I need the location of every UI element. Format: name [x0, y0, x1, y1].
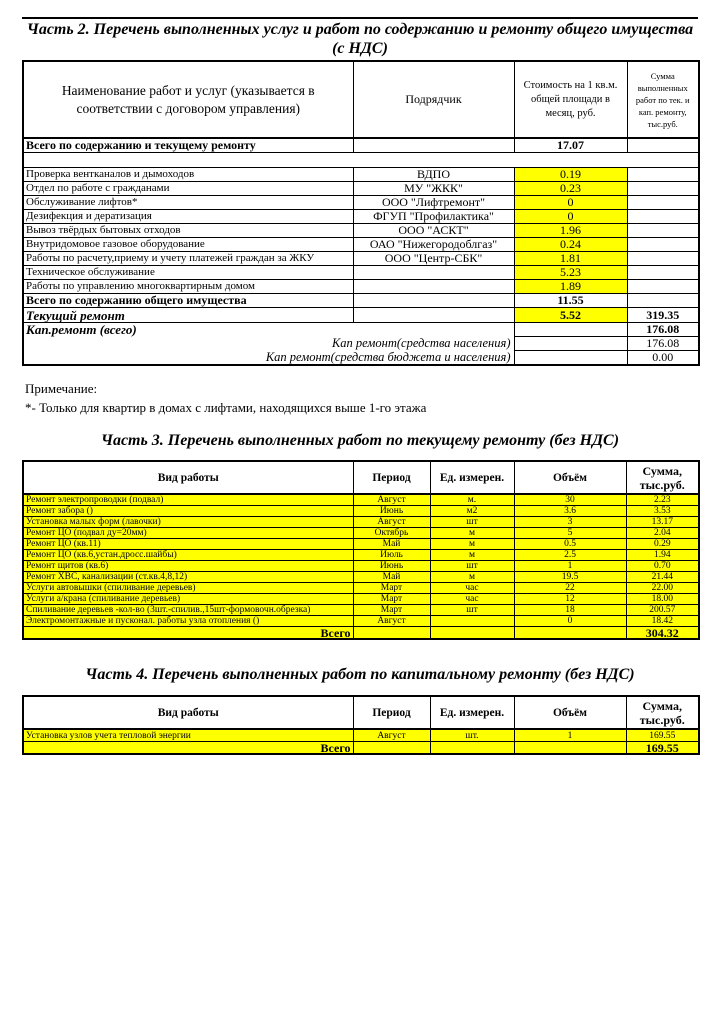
service-name: Дезифекция и дератизация: [23, 210, 353, 224]
header-volume: Объём: [514, 461, 626, 494]
service-name: Вывоз твёрдых бытовых отходов: [23, 224, 353, 238]
work-volume: 3: [514, 517, 626, 528]
part4-total-period: [353, 742, 430, 755]
work-sum: 0.29: [626, 539, 699, 550]
service-name: Работы по управлению многоквартирным домом: [23, 280, 353, 294]
current-repair-contractor: [353, 308, 514, 323]
part4-total-unit: [430, 742, 514, 755]
work-period: Май: [353, 539, 430, 550]
table-row: [23, 238, 699, 252]
table-row: [23, 196, 699, 210]
service-cost: 0.23: [514, 182, 627, 196]
capital-repair-row: [23, 323, 699, 337]
part3-total-unit: [430, 627, 514, 640]
work-unit: м: [430, 572, 514, 583]
work-name: Ремонт щитов (кв.6): [23, 561, 353, 572]
part2-title-line1: Часть 2. Перечень выполненных услуг и работ по содержанию и ремонту общего имущества: [26, 21, 694, 38]
part4-title: Часть 4. Перечень выполненных работ по капитальному ремонту (без НДС): [85, 666, 635, 683]
service-contractor: ФГУП "Профилактика": [353, 210, 514, 224]
table-row: [23, 266, 699, 280]
header-work: Вид работы: [23, 461, 353, 494]
part3-header-row: [23, 461, 699, 494]
work-period: Август: [353, 729, 430, 742]
part3-title: Часть 3. Перечень выполненных работ по текущему ремонту (без НДС): [100, 432, 620, 449]
work-period: Март: [353, 583, 430, 594]
part4-capital-repair-table: [22, 695, 700, 755]
service-cost: 1.96: [514, 224, 627, 238]
note-text: *- Только для квартир в домах с лифтами, находящихся выше 1-го этажа: [25, 400, 427, 415]
work-name: Спиливание деревьев -кол-во (3шт.-спилив.,15шт-формовочн.обрезка): [23, 605, 353, 616]
service-cost: 1.89: [514, 280, 627, 294]
service-name: Отдел по работе с гражданами: [23, 182, 353, 196]
maintenance-total-row: [23, 294, 699, 308]
work-period: Август: [353, 616, 430, 627]
grand-total-cost: 17.07: [514, 138, 627, 153]
header-sum: Сумма, тыс.руб.: [626, 696, 699, 729]
part2-title: [22, 20, 698, 58]
work-sum: 0.70: [626, 561, 699, 572]
work-unit: м2: [430, 506, 514, 517]
work-unit: м: [430, 528, 514, 539]
service-name: Обслуживание лифтов*: [23, 196, 353, 210]
table-row: [23, 539, 699, 550]
work-volume: 12: [514, 594, 626, 605]
service-cost: 0: [514, 196, 627, 210]
header-contractor: Подрядчик: [353, 61, 514, 138]
service-cost: 0: [514, 210, 627, 224]
work-period: Август: [353, 494, 430, 506]
table-row: [23, 583, 699, 594]
part3-total-volume: [514, 627, 626, 640]
work-volume: 0.5: [514, 539, 626, 550]
service-sum: [627, 224, 699, 238]
work-sum: 13.17: [626, 517, 699, 528]
work-unit: м: [430, 539, 514, 550]
table-row: [23, 494, 699, 506]
work-volume: 1: [514, 561, 626, 572]
table-row: [23, 168, 699, 182]
service-name: Внутридомовое газовое оборудование: [23, 238, 353, 252]
maintenance-total-cost: 11.55: [514, 294, 627, 308]
current-repair-cost: 5.52: [514, 308, 627, 323]
work-unit: м.: [430, 494, 514, 506]
service-sum: [627, 238, 699, 252]
capital-repair-sub-sum: 0.00: [627, 351, 699, 366]
service-contractor: ООО "Центр-СБК": [353, 252, 514, 266]
table-row: [23, 517, 699, 528]
part2-header-row: [23, 61, 699, 138]
service-sum: [627, 266, 699, 280]
work-sum: 200.57: [626, 605, 699, 616]
work-name: Ремонт ЦО (кв.6,устан.дросс.шайбы): [23, 550, 353, 561]
work-unit: час: [430, 583, 514, 594]
work-name: Ремонт забора (): [23, 506, 353, 517]
work-sum: 2.23: [626, 494, 699, 506]
work-unit: шт: [430, 605, 514, 616]
capital-repair-sub-row: [23, 351, 699, 366]
service-sum: [627, 280, 699, 294]
header-sum: Сумма, тыс.руб.: [626, 461, 699, 494]
maintenance-total-contractor: [353, 294, 514, 308]
capital-repair-sub-label: Кап ремонт(средства населения): [23, 337, 514, 351]
part4-total-volume: [514, 742, 626, 755]
work-volume: 0: [514, 616, 626, 627]
table-row: [23, 729, 699, 742]
work-name: Установка узлов учета тепловой энергии: [23, 729, 353, 742]
service-sum: [627, 252, 699, 266]
capital-repair-label: Кап.ремонт (всего): [23, 323, 514, 337]
header-unit: Ед. измерен.: [430, 696, 514, 729]
capital-repair-sub-row: [23, 337, 699, 351]
part4-total-label: Всего: [23, 742, 353, 755]
note-title: Примечание:: [25, 381, 98, 396]
header-period: Период: [353, 461, 430, 494]
work-volume: 18: [514, 605, 626, 616]
capital-repair-sub-cost: [514, 337, 627, 351]
table-row: [23, 280, 699, 294]
service-sum: [627, 196, 699, 210]
work-period: Октябрь: [353, 528, 430, 539]
table-row: [23, 616, 699, 627]
maintenance-total-sum: [627, 294, 699, 308]
table-row: [23, 182, 699, 196]
service-contractor: ОАО "Нижегородоблгаз": [353, 238, 514, 252]
current-repair-row: [23, 308, 699, 323]
table-row: [23, 210, 699, 224]
service-sum: [627, 182, 699, 196]
table-row: [23, 561, 699, 572]
work-volume: 5: [514, 528, 626, 539]
work-name: Электромонтажные и пусконал. работы узла отопления (): [23, 616, 353, 627]
service-name: Работы по расчету,приему и учету платежей граждан за ЖКУ: [23, 252, 353, 266]
service-name: Проверка вентканалов и дымоходов: [23, 168, 353, 182]
work-volume: 19.5: [514, 572, 626, 583]
header-name: Наименование работ и услуг (указывается в соответствии с договором управления): [23, 61, 353, 138]
table-row: [23, 550, 699, 561]
part3-total-sum: 304.32: [626, 627, 699, 640]
current-repair-label: Текущий ремонт: [23, 308, 353, 323]
work-name: Ремонт ЦО (кв.11): [23, 539, 353, 550]
maintenance-total-label: Всего по содержанию общего имущества: [23, 294, 353, 308]
work-period: Июль: [353, 550, 430, 561]
service-sum: [627, 210, 699, 224]
work-period: Август: [353, 517, 430, 528]
service-cost: 0.19: [514, 168, 627, 182]
part4-header-row: [23, 696, 699, 729]
part3-total-label: Всего: [23, 627, 353, 640]
work-period: Июнь: [353, 506, 430, 517]
service-cost: 0.24: [514, 238, 627, 252]
work-volume: 1: [514, 729, 626, 742]
part4-total-row: [23, 742, 699, 755]
spacer-row: [23, 153, 699, 168]
work-unit: час: [430, 594, 514, 605]
service-sum: [627, 168, 699, 182]
service-contractor: ООО "АСКТ": [353, 224, 514, 238]
service-name: Техническое обслуживание: [23, 266, 353, 280]
work-period: Март: [353, 594, 430, 605]
capital-repair-sum: 176.08: [627, 323, 699, 337]
work-unit: шт: [430, 561, 514, 572]
header-sum: Сумма выполненных работ по тек. и кап. ремонту, тыс.руб.: [627, 61, 699, 138]
work-sum: 169.55: [626, 729, 699, 742]
header-unit: Ед. измерен.: [430, 461, 514, 494]
work-sum: 22.00: [626, 583, 699, 594]
service-contractor: [353, 266, 514, 280]
work-volume: 3.6: [514, 506, 626, 517]
work-name: Установка малых форм (лавочки): [23, 517, 353, 528]
table-row: [23, 224, 699, 238]
work-name: Услуги автовышки (спиливание деревьев): [23, 583, 353, 594]
work-unit: шт.: [430, 729, 514, 742]
table-row: [23, 594, 699, 605]
part3-total-row: [23, 627, 699, 640]
header-work: Вид работы: [23, 696, 353, 729]
work-sum: 21.44: [626, 572, 699, 583]
header-period: Период: [353, 696, 430, 729]
table-row: [23, 506, 699, 517]
service-contractor: [353, 280, 514, 294]
part3-current-repair-table: [22, 460, 700, 640]
table-row: [23, 252, 699, 266]
work-name: Услуги а/крана (спиливание деревьев): [23, 594, 353, 605]
service-contractor: ВДПО: [353, 168, 514, 182]
header-volume: Объём: [514, 696, 626, 729]
part3-total-period: [353, 627, 430, 640]
work-sum: 2.04: [626, 528, 699, 539]
work-sum: 3.53: [626, 506, 699, 517]
table-row: [23, 605, 699, 616]
capital-repair-sub-cost: [514, 351, 627, 366]
table-row: [23, 572, 699, 583]
work-sum: 18.42: [626, 616, 699, 627]
work-period: Июнь: [353, 561, 430, 572]
work-unit: [430, 616, 514, 627]
current-repair-sum: 319.35: [627, 308, 699, 323]
work-volume: 22: [514, 583, 626, 594]
work-sum: 1.94: [626, 550, 699, 561]
service-contractor: МУ "ЖКК": [353, 182, 514, 196]
work-unit: м: [430, 550, 514, 561]
spacer-cell: [23, 153, 699, 168]
capital-repair-cost: [514, 323, 627, 337]
part2-services-table: [22, 60, 700, 366]
part4-total-sum: 169.55: [626, 742, 699, 755]
grand-total-sum: [627, 138, 699, 153]
service-contractor: ООО "Лифтремонт": [353, 196, 514, 210]
work-unit: шт: [430, 517, 514, 528]
grand-total-contractor: [353, 138, 514, 153]
part2-title-line2: (с НДС): [332, 40, 388, 57]
capital-repair-sub-sum: 176.08: [627, 337, 699, 351]
work-name: Ремонт ХВС, канализации (ст.кв.4,8,12): [23, 572, 353, 583]
service-cost: 5.23: [514, 266, 627, 280]
grand-total-label: Всего по содержанию и текущему ремонту: [23, 138, 353, 153]
capital-repair-sub-label: Кап ремонт(средства бюджета и населения): [23, 351, 514, 366]
service-cost: 1.81: [514, 252, 627, 266]
work-volume: 2.5: [514, 550, 626, 561]
table-row: [23, 528, 699, 539]
top-rule: [22, 17, 698, 19]
work-period: Март: [353, 605, 430, 616]
grand-total-row: [23, 138, 699, 153]
work-period: Май: [353, 572, 430, 583]
header-cost: Стоимость на 1 кв.м. общей площади в месяц, руб.: [514, 61, 627, 138]
work-sum: 18.00: [626, 594, 699, 605]
work-volume: 30: [514, 494, 626, 506]
work-name: Ремонт ЦО (подвал ду=20мм): [23, 528, 353, 539]
work-name: Ремонт электропроводки (подвал): [23, 494, 353, 506]
